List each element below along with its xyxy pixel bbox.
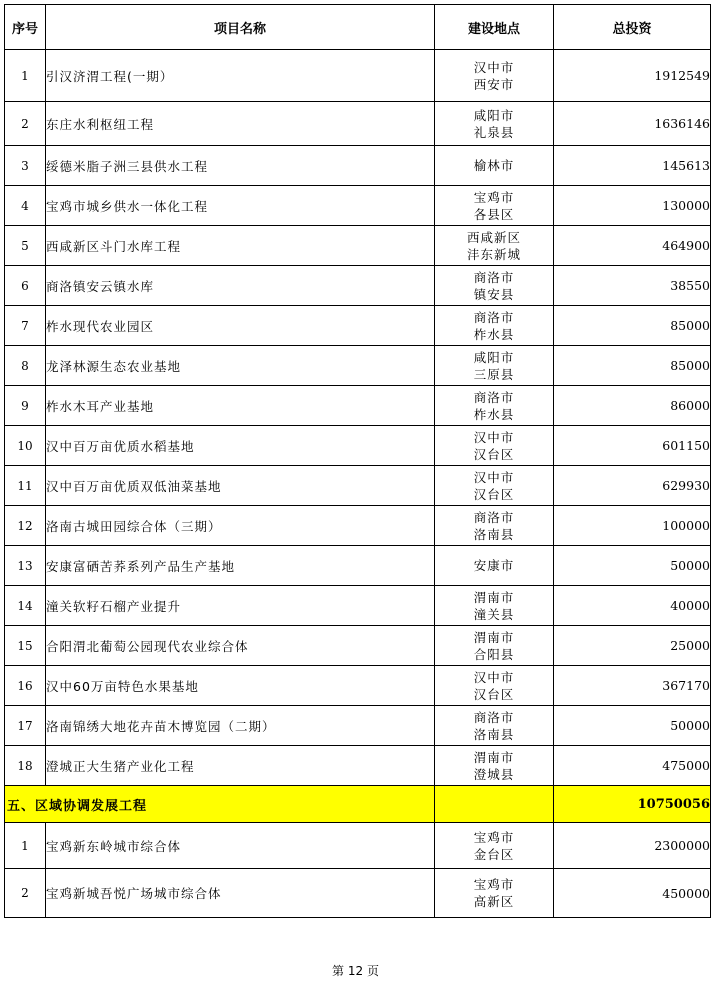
project-name: 商洛镇安云镇水库: [46, 266, 435, 306]
project-name: 柞水木耳产业基地: [46, 386, 435, 426]
location-line: 各县区: [473, 206, 515, 222]
table-row: [5, 306, 711, 346]
table-body: [5, 50, 711, 918]
location-line: 澄城县: [473, 766, 515, 782]
construction-location: [435, 102, 554, 146]
location-line: 汉台区: [473, 486, 515, 502]
location-line: 汉中市: [473, 429, 515, 445]
table-row: [5, 386, 711, 426]
project-name: 柞水现代农业园区: [46, 306, 435, 346]
construction-location: [435, 666, 554, 706]
row-number: 17: [5, 706, 46, 746]
table-row: [5, 226, 711, 266]
row-number: 9: [5, 386, 46, 426]
header-name: 项目名称: [46, 5, 435, 50]
total-investment: 85000: [554, 346, 711, 386]
row-number: 1: [5, 823, 46, 869]
table-row: [5, 666, 711, 706]
header-investment: 总投资: [554, 5, 711, 50]
total-investment: 50000: [554, 706, 711, 746]
total-investment: 367170: [554, 666, 711, 706]
construction-location: [435, 506, 554, 546]
header-location: 建设地点: [435, 5, 554, 50]
project-name: 龙泽林源生态农业基地: [46, 346, 435, 386]
location-line: 柞水县: [473, 406, 515, 422]
header-no: 序号: [5, 5, 46, 50]
location-line: 宝鸡市: [473, 189, 515, 205]
row-number: 15: [5, 626, 46, 666]
row-number: 8: [5, 346, 46, 386]
location-line: 商洛市: [473, 709, 515, 725]
project-name: 宝鸡新东岭城市综合体: [46, 823, 435, 869]
section-title: 五、区域协调发展工程: [5, 786, 435, 823]
table-row: [5, 626, 711, 666]
construction-location: [435, 546, 554, 586]
row-number: 16: [5, 666, 46, 706]
location-line: 渭南市: [473, 589, 515, 605]
table-row: [5, 266, 711, 306]
section-total: 10750056: [554, 786, 711, 823]
total-investment: 1636146: [554, 102, 711, 146]
project-name: 潼关软籽石榴产业提升: [46, 586, 435, 626]
total-investment: 50000: [554, 546, 711, 586]
total-investment: 475000: [554, 746, 711, 786]
table-row: [5, 426, 711, 466]
construction-location: [435, 466, 554, 506]
location-line: 安康市: [473, 558, 515, 573]
row-number: 3: [5, 146, 46, 186]
table-row: [5, 102, 711, 146]
project-name: 西咸新区斗门水库工程: [46, 226, 435, 266]
construction-location: [435, 266, 554, 306]
total-investment: 601150: [554, 426, 711, 466]
project-name: 引汉济渭工程(一期）: [46, 50, 435, 102]
row-number: 18: [5, 746, 46, 786]
table-row: [5, 506, 711, 546]
location-line: 潼关县: [473, 606, 515, 622]
header-row: [5, 5, 711, 50]
table-row: [5, 746, 711, 786]
location-line: 柞水县: [473, 326, 515, 342]
construction-location: [435, 306, 554, 346]
construction-location: [435, 146, 554, 186]
total-investment: 85000: [554, 306, 711, 346]
total-investment: 100000: [554, 506, 711, 546]
project-name: 汉中百万亩优质水稻基地: [46, 426, 435, 466]
construction-location: [435, 386, 554, 426]
location-line: 汉台区: [473, 446, 515, 462]
total-investment: 2300000: [554, 823, 711, 869]
project-name: 澄城正大生猪产业化工程: [46, 746, 435, 786]
project-name: 合阳渭北葡萄公园现代农业综合体: [46, 626, 435, 666]
project-name: 汉中百万亩优质双低油菜基地: [46, 466, 435, 506]
row-number: 11: [5, 466, 46, 506]
project-name: 绥德米脂子洲三县供水工程: [46, 146, 435, 186]
total-investment: 25000: [554, 626, 711, 666]
location-line: 金台区: [473, 846, 515, 862]
section-location-empty: [435, 786, 554, 823]
row-number: 1: [5, 50, 46, 102]
project-name: 东庄水利枢纽工程: [46, 102, 435, 146]
location-line: 咸阳市: [473, 107, 515, 123]
total-investment: 464900: [554, 226, 711, 266]
construction-location: [435, 226, 554, 266]
location-line: 商洛市: [473, 389, 515, 405]
total-investment: 38550: [554, 266, 711, 306]
total-investment: 145613: [554, 146, 711, 186]
location-line: 汉中市: [473, 469, 515, 485]
row-number: 12: [5, 506, 46, 546]
location-line: 汉台区: [473, 686, 515, 702]
construction-location: [435, 823, 554, 869]
construction-location: [435, 746, 554, 786]
table-row: [5, 546, 711, 586]
location-line: 宝鸡市: [473, 877, 515, 892]
construction-location: [435, 706, 554, 746]
row-number: 2: [5, 102, 46, 146]
location-line: 礼泉县: [473, 124, 515, 140]
construction-location: [435, 869, 554, 918]
location-line: 商洛市: [473, 309, 515, 325]
project-name: 宝鸡新城吾悦广场城市综合体: [46, 869, 435, 918]
table-row: [5, 466, 711, 506]
construction-location: [435, 426, 554, 466]
row-number: 6: [5, 266, 46, 306]
table-row: [5, 586, 711, 626]
row-number: 5: [5, 226, 46, 266]
row-number: 7: [5, 306, 46, 346]
location-line: 洛南县: [473, 726, 515, 742]
table-row: [5, 146, 711, 186]
location-line: 三原县: [473, 366, 515, 382]
row-number: 13: [5, 546, 46, 586]
location-line: 咸阳市: [473, 349, 515, 365]
project-name: 安康富硒苦荞系列产品生产基地: [46, 546, 435, 586]
location-line: 宝鸡市: [473, 829, 515, 845]
total-investment: 86000: [554, 386, 711, 426]
location-line: 高新区: [473, 894, 515, 909]
total-investment: 1912549: [554, 50, 711, 102]
construction-location: [435, 586, 554, 626]
location-line: 榆林市: [473, 158, 515, 173]
total-investment: 450000: [554, 869, 711, 918]
table-row: [5, 50, 711, 102]
project-name: 汉中60万亩特色水果基地: [46, 666, 435, 706]
project-name: 洛南锦绣大地花卉苗木博览园（二期）: [46, 706, 435, 746]
table-row: [5, 869, 711, 918]
location-line: 洛南县: [473, 526, 515, 542]
construction-location: [435, 626, 554, 666]
location-line: 汉中市: [473, 669, 515, 685]
table-row: [5, 706, 711, 746]
total-investment: 40000: [554, 586, 711, 626]
location-line: 沣东新城: [466, 246, 521, 262]
location-line: 渭南市: [473, 749, 515, 765]
project-name: 洛南古城田园综合体（三期）: [46, 506, 435, 546]
location-line: 商洛市: [473, 269, 515, 285]
row-number: 10: [5, 426, 46, 466]
location-line: 商洛市: [473, 509, 515, 525]
row-number: 14: [5, 586, 46, 626]
table-row: [5, 346, 711, 386]
section-row: [5, 786, 711, 823]
row-number: 2: [5, 869, 46, 918]
project-name: 宝鸡市城乡供水一体化工程: [46, 186, 435, 226]
total-investment: 629930: [554, 466, 711, 506]
table-row: [5, 186, 711, 226]
location-line: 西安市: [473, 76, 515, 92]
page-number: 第 12 页: [332, 964, 379, 978]
location-line: 汉中市: [473, 59, 515, 75]
location-line: 西咸新区: [466, 229, 521, 245]
construction-location: [435, 186, 554, 226]
location-line: 渭南市: [473, 629, 515, 645]
construction-location: [435, 346, 554, 386]
total-investment: 130000: [554, 186, 711, 226]
location-line: 合阳县: [473, 646, 515, 662]
projects-table: [4, 4, 711, 918]
location-line: 镇安县: [473, 286, 515, 302]
construction-location: [435, 50, 554, 102]
table-row: [5, 823, 711, 869]
row-number: 4: [5, 186, 46, 226]
